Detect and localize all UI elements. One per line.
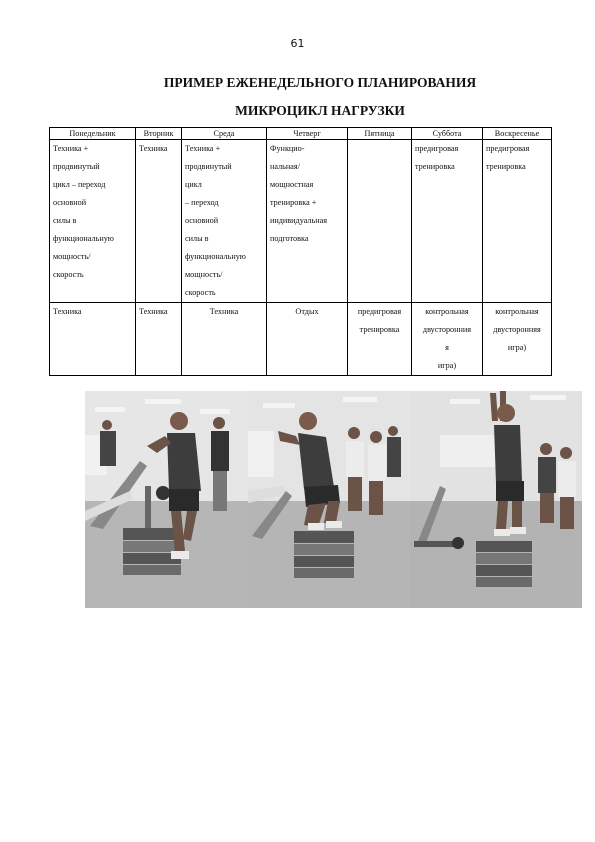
table-row <box>50 140 552 303</box>
header-tuesday: Вторник <box>136 128 182 140</box>
table-cell <box>348 140 412 303</box>
photo-strip <box>85 391 582 608</box>
table-cell: Техника + продвинутый цикл – переход основной силы в функциональную мощность/ скорость <box>50 140 136 303</box>
photo-jump-takeoff <box>248 391 410 608</box>
photo-jump-peak <box>410 391 582 608</box>
header-sunday: Воскресенье <box>483 128 552 140</box>
table-cell: Техника <box>136 303 182 376</box>
table-cell: Техника <box>182 303 267 376</box>
page-number: 61 <box>290 37 305 50</box>
photo-jump-start <box>85 391 248 608</box>
header-saturday: Суббота <box>412 128 483 140</box>
weekly-plan-table <box>49 127 552 376</box>
table-cell: контрольная двусторонняя игра) <box>483 303 552 376</box>
table-cell: предигровая тренировка <box>483 140 552 303</box>
table-cell: Техника <box>136 140 182 303</box>
header-thursday: Четверг <box>267 128 348 140</box>
table-cell: Функцио- нальная/ мощностная тренировка + индивидуальная подготовка <box>267 140 348 303</box>
table-header-row <box>50 128 552 140</box>
table-cell: предигровая тренировка <box>412 140 483 303</box>
header-friday: Пятница <box>348 128 412 140</box>
header-monday: Понедельник <box>50 128 136 140</box>
table-cell: Техника + продвинутый цикл – переход основной силы в функциональную мощность/ скорость <box>182 140 267 303</box>
table-row <box>50 303 552 376</box>
table-cell: Техника <box>50 303 136 376</box>
document-subtitle: МИКРОЦИКЛ НАГРУЗКИ <box>235 103 405 118</box>
table-cell: предигровая тренировка <box>348 303 412 376</box>
document-title: ПРИМЕР ЕЖЕНЕДЕЛЬНОГО ПЛАНИРОВАНИЯ <box>163 75 477 90</box>
header-wednesday: Среда <box>182 128 267 140</box>
table-cell: контрольная двусторонния я игра) <box>412 303 483 376</box>
table-cell: Отдых <box>267 303 348 376</box>
